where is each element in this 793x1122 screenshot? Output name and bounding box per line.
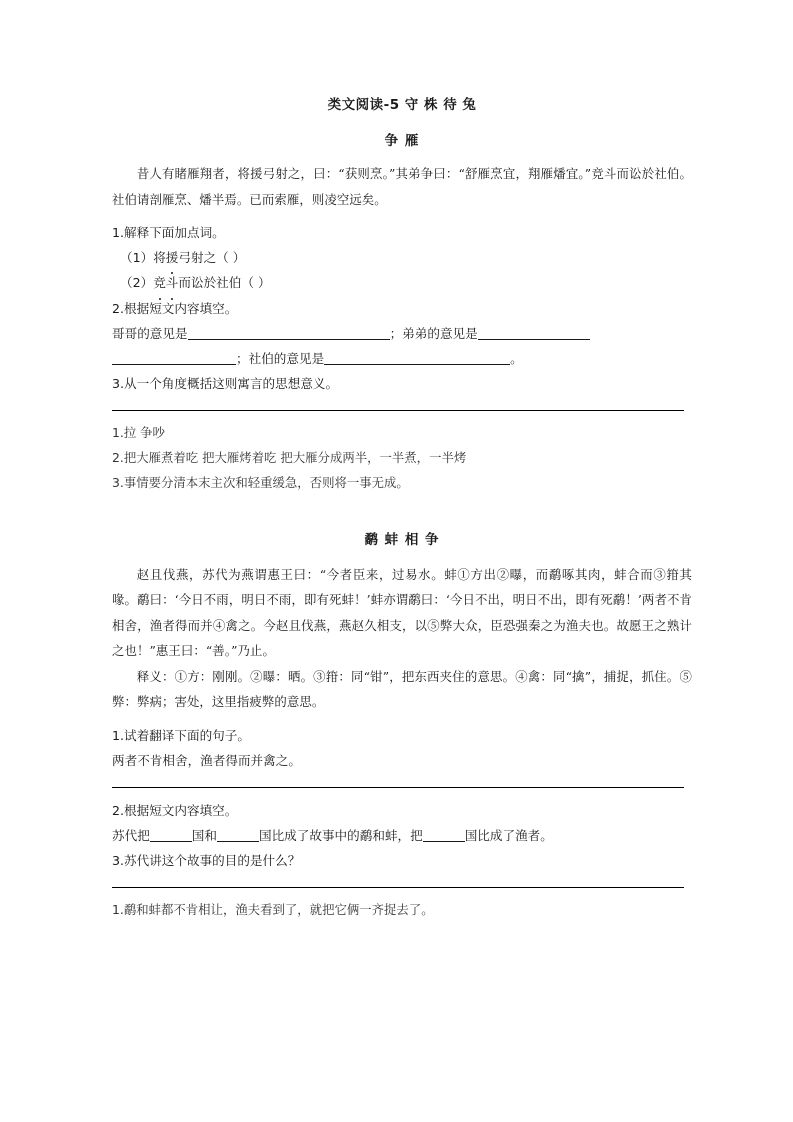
answer-divider-3 — [112, 887, 684, 888]
q1-item1-prefix: （1）将 — [120, 250, 166, 266]
article1-q2-label: 2.根据短文内容填空。 — [112, 300, 238, 316]
answer-divider-2 — [112, 787, 684, 788]
q1-item2-suffix: 而讼於社伯 — [178, 275, 242, 291]
spacer — [112, 496, 692, 530]
q1-item1-answer-paren[interactable]: （ ） — [216, 250, 246, 266]
a2-q2-text-b: 国和 — [191, 828, 217, 844]
spacer — [112, 715, 692, 723]
article1-answer-3: 3.事情要分清本末主次和轻重缓急，否则将一事无成。 — [112, 474, 409, 490]
q2-blank-1[interactable] — [188, 326, 390, 340]
article1-q3-label: 3.从一个角度概括这则寓言的思想意义。 — [112, 376, 339, 392]
a2-q2-blank-1[interactable] — [150, 828, 192, 842]
q2-line2-text-a: ；社伯的意见是 — [236, 350, 325, 366]
q2-blank-2[interactable] — [478, 326, 590, 340]
a2-q2-text-c: 国比成了故事中的鹬和蚌，把 — [258, 828, 423, 844]
q1-item2-answer-paren[interactable]: （ ） — [241, 275, 271, 291]
q2-line2-text-b: 。 — [510, 350, 523, 366]
article2-q1-sentence: 两者不肯相舍，渔者得而并禽之。 — [112, 752, 301, 768]
article2-q2-fill-line — [112, 823, 692, 848]
a2-q2-blank-2[interactable] — [217, 828, 259, 842]
article1-q2-fill-line-1 — [112, 321, 692, 346]
q1-item1-suffix: 弓射之 — [178, 250, 217, 266]
a2-q2-text-d: 国比成了渔者。 — [464, 828, 553, 844]
q1-item2-dotted-char-1: 竞 — [153, 270, 166, 295]
a2-q2-text-a: 苏代把 — [112, 828, 150, 844]
article2-q2-label: 2.根据短文内容填空。 — [112, 802, 238, 818]
q1-item1-dotted-char: 援 — [166, 245, 179, 270]
article1-answer-1: 1.拉 争吵 — [112, 425, 165, 441]
answer-divider-1 — [112, 410, 684, 411]
article2-q1-label: 1.试着翻译下面的句子。 — [112, 727, 250, 743]
article1-answer-2: 2.把大雁煮着吃 把大雁烤着吃 把大雁分成两半，一半煮，一半烤 — [112, 450, 467, 466]
q2-line1-text-a: 哥哥的意见是 — [112, 325, 188, 341]
q2-line1-text-b: ；弟弟的意见是 — [389, 325, 478, 341]
q2-blank-3[interactable] — [112, 351, 236, 365]
spacer — [112, 212, 692, 220]
article1-body: 昔人有睹雁翔者，将援弓射之，曰：“获则烹。”其弟争曰：“舒雁烹宜，翔雁燔宜。”竞斗而讼於社伯。社伯请剖雁烹、燔半焉。已而索雁，则凌空远矣。 — [112, 166, 692, 207]
article1-q1-label: 1.解释下面加点词。 — [112, 224, 225, 240]
article2-body-paragraph-2: 释义：①方：刚刚。②曝：晒。③箝：同“钳”，把东西夹住的意思。④禽：同“擒”，捕捉，抓住。⑤弊：弊病；害处，这里指疲弊的意思。 — [112, 668, 692, 710]
document-content — [112, 96, 692, 923]
article2-q3-label: 3.苏代讲这个故事的目的是什么？ — [112, 853, 301, 869]
article1-q1-item-2 — [112, 270, 692, 295]
article2-body-paragraph-1: 赵且伐燕，苏代为燕谓惠王曰：“今者臣来，过易水。蚌①方出②曝，而鹬啄其肉，蚌合而③箝其喙。鹬曰：‘今日不雨，明日不雨，即有死蚌！’蚌亦谓鹬曰：‘今日不出，明日不出，即有死鹬！’两者不肯相舍，渔者得而并④禽之。今赵且伐燕，燕赵久相支，以⑤弊大众，臣恐强秦之为渔夫也。故愿王之熟计之也！”惠王曰：“善。”乃止。 — [112, 566, 692, 659]
q2-blank-4[interactable] — [324, 351, 510, 365]
article1-q2-fill-line-2 — [112, 346, 692, 371]
q1-item2-dotted-char-2: 斗 — [166, 270, 179, 295]
article2-title: 鹬 蚌 相 争 — [364, 531, 440, 548]
q1-item2-prefix: （2） — [120, 275, 154, 291]
page-title: 类文阅读-5 守 株 待 兔 — [327, 97, 477, 113]
a2-q2-blank-3[interactable] — [423, 828, 465, 842]
article1-q1-item-1 — [112, 245, 692, 270]
article1-title: 争 雁 — [384, 132, 420, 149]
article2-answer-1: 1.鹬和蚌都不肯相让，渔夫看到了，就把它俩一齐捉去了。 — [112, 902, 434, 918]
